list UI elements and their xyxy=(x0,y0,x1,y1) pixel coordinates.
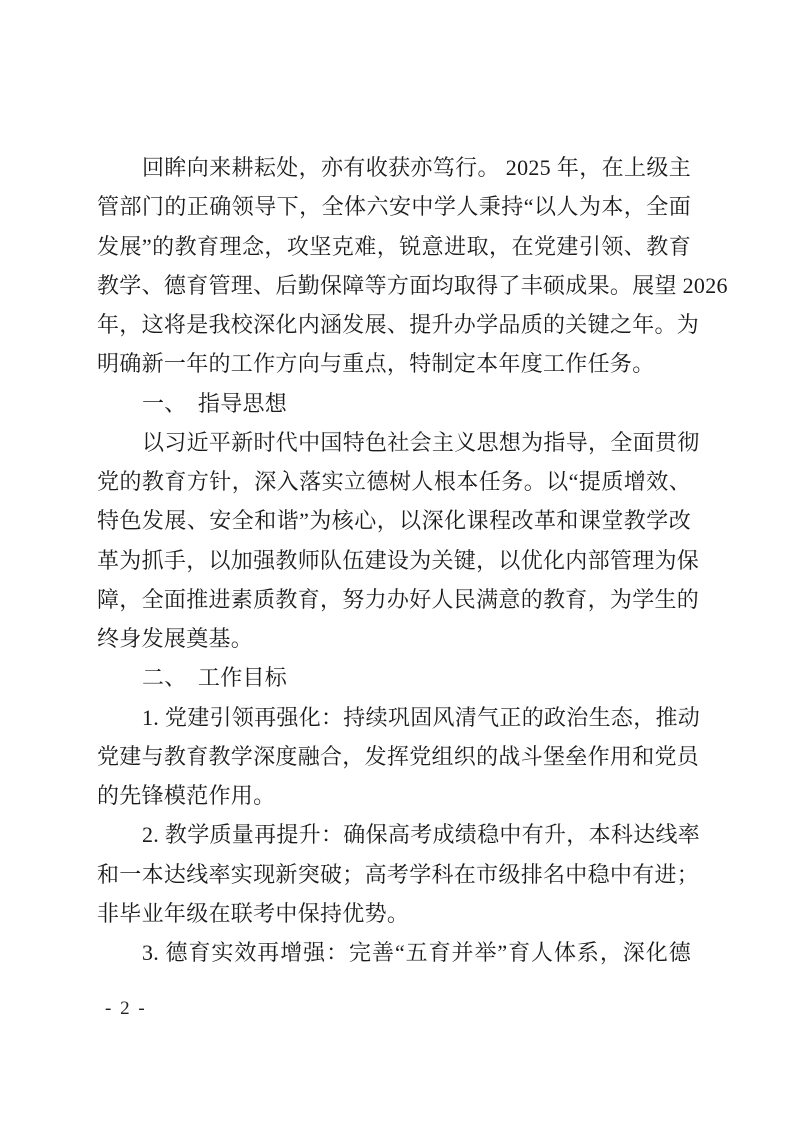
text-line: 特色发展、安全和谐”为核心，以深化课程改革和课堂教学改 xyxy=(97,508,691,534)
text-line: 3. 德育实效再增强：完善“五育并举”育人体系，深化德 xyxy=(142,940,691,965)
text-line: 回眸向来耕耘处，亦有收获亦笃行。 2025 年，在上级主 xyxy=(142,155,691,180)
text-line: 的先锋模范作用。 xyxy=(97,783,276,808)
text-line: 障，全面推进素质教育，努力办好人民满意的教育，为学生的 xyxy=(97,586,700,612)
text-line: 年，这将是我校深化内涵发展、提升办学品质的关键之年。为 xyxy=(97,312,700,337)
text-line: 非毕业年级在联考中保持优势。 xyxy=(97,900,410,926)
text-line: 1. 党建引领再强化：持续巩固风清气正的政治生态，推动 xyxy=(142,704,701,730)
text-line: 管部门的正确领导下，全体六安中学人秉持“以人为本，全面 xyxy=(97,194,691,220)
text-line: 以习近平新时代中国特色社会主义思想为指导，全面贯彻 xyxy=(142,429,700,455)
text-line: 发展”的教育理念，攻坚克难，锐意进取，在党建引领、教育 xyxy=(97,233,691,259)
text-line: 明确新一年的工作方向与重点，特制定本年度工作任务。 xyxy=(97,351,655,377)
text-line: 党建与教育教学深度融合，发挥党组织的战斗堡垒作用和党员 xyxy=(97,743,700,769)
text-line: 2. 教学质量再提升：确保高考成绩稳中有升，本科达线率 xyxy=(142,822,701,848)
text-line: 和一本达线率实现新突破；高考学科在市级排名中稳中有进； xyxy=(97,861,700,887)
text-line: 教学、德育管理、后勤保障等方面均取得了丰硕成果。展望 2026 xyxy=(97,272,728,298)
text-line: 革为抓手，以加强教师队伍建设为关键，以优化内部管理为保 xyxy=(97,547,700,573)
page-number: - 2 - xyxy=(105,998,147,1019)
text-line: 党的教育方针，深入落实立德树人根本任务。以“提质增效、 xyxy=(97,469,691,494)
text-block xyxy=(97,148,728,972)
section-heading-guiding-ideology: 一、 指导思想 xyxy=(142,390,288,416)
text-line: 终身发展奠基。 xyxy=(97,626,254,651)
section-heading-work-goals: 二、 工作目标 xyxy=(142,665,288,691)
